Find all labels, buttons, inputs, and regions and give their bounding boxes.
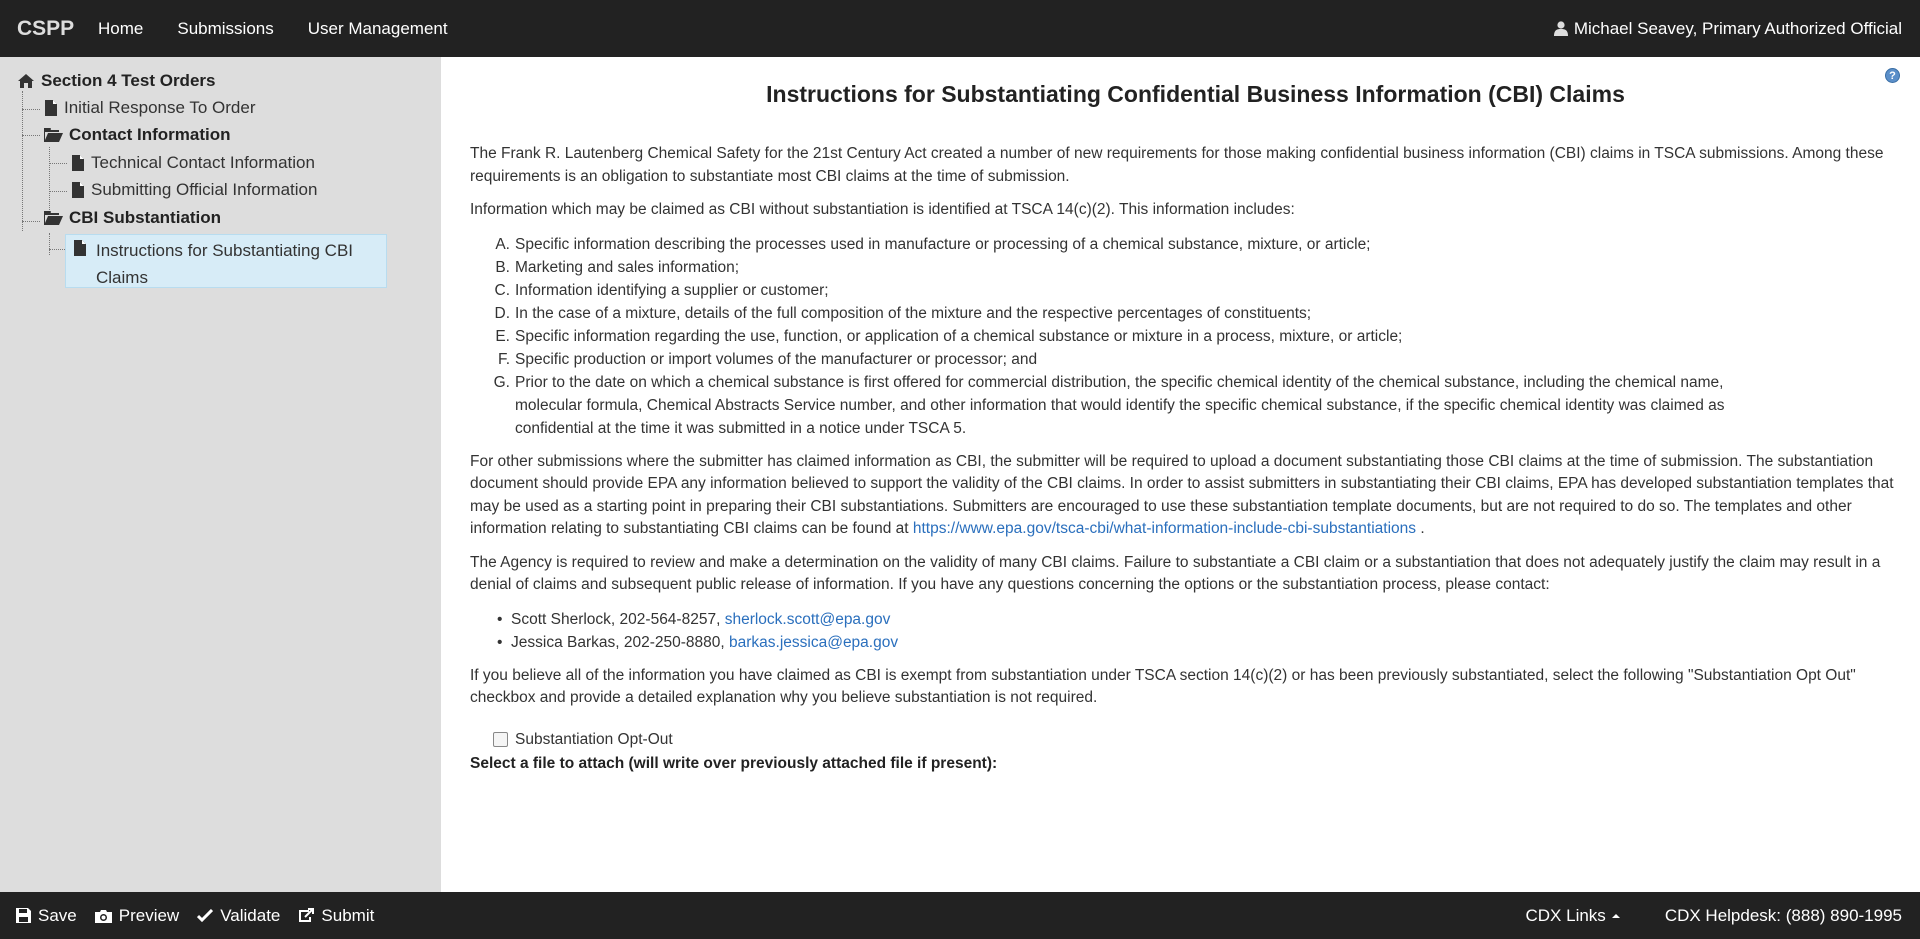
tree-label-cbi-substantiation: CBI Substantiation [69,208,222,227]
tree-line [49,147,50,214]
checkmark-icon [197,909,213,922]
camera-icon [95,909,112,923]
instructions-body [470,143,1918,775]
substantiation-end: . [1420,520,1425,537]
list-letter: F. [497,350,510,368]
contacts-list [470,608,1918,654]
file-icon [44,100,58,116]
contact-email-link[interactable]: barkas.jessica@epa.gov [729,633,899,651]
tree-label-technical-contact: Technical Contact Information [91,153,315,172]
contact-email-link[interactable]: sherlock.scott@epa.gov [724,610,891,628]
intro-paragraph: The Frank R. Lautenberg Chemical Safety for the 21st Century Act created a number of new requirements for those making confidential business information (CBI) claims in TSCA submissions. Among these requirements is an obligation to substantiate most CBI claims at the time of submission. [470,145,1884,185]
submit-label: Submit [321,905,375,925]
list-text: Information identifying a supplier or customer; [515,281,829,299]
app-brand[interactable]: CSPP [17,16,75,40]
tree-line [22,135,40,136]
list-text: Prior to the date on which a chemical substance is first offered for commercial distribution, the specific chemical identity of the chemical substance, including the chemical name, molecular formula, Chemical Abstracts Service number, and other information that would identify the specific chemical substance, if the specific chemical identity was claimed as confidential at the time it was submitted in a notice under TSCA 5. [515,373,1725,437]
preview-label: Preview [118,905,180,925]
tree-label-section4: Section 4 Test Orders [41,71,216,90]
list-item [470,348,1918,371]
tree-label-initial-response: Initial Response To Order [64,98,256,117]
nav-submissions[interactable]: Submissions [177,18,274,38]
exempt-info-paragraph: Information which may be claimed as CBI without substantiation is identified at TSCA 14(c)(2). This information includes: [470,201,1295,218]
tree-label-contact-information: Contact Information [69,125,231,144]
tree-item-section4[interactable] [17,71,215,91]
list-item [470,371,1918,440]
exempt-info-list [470,233,1918,440]
opt-out-row [493,730,1918,750]
list-letter: G. [493,373,510,391]
tree-label-submitting-official: Submitting Official Information [91,180,318,199]
user-name: Michael Seavey, Primary Authorized Official [1573,18,1902,38]
list-text: In the case of a mixture, details of the full composition of the mixture and the respective percentages of constituents; [515,304,1312,322]
list-text: Specific information describing the processes used in manufacture or processing of a chemical substance, mixture, or article; [515,235,1371,253]
user-menu[interactable] [1554,19,1902,39]
tree-line [49,233,50,255]
list-text: Specific production or import volumes of the manufacturer or processor; and [515,350,1038,368]
opt-out-paragraph: If you believe all of the information you have claimed as CBI is exempt from substantiation under TSCA section 14(c)(2) or has been previously substantiated, select the following "Substantiation Opt Out" checkbox and provide a detailed explanation why you believe substantiation is not required. [470,666,1856,706]
nav-home[interactable]: Home [98,18,144,38]
list-letter: A. [495,235,510,253]
tree-item-initial-response[interactable] [44,98,256,118]
tree-label-instructions-line2: Claims [96,268,148,287]
list-item [470,233,1918,256]
file-icon [71,182,85,198]
nav-user-management[interactable]: User Management [307,18,448,38]
agency-review-paragraph: The Agency is required to review and make a determination on the validity of many CBI claims. Failure to substantiate a CBI claim or a substantiation that does not adequately justify the claim may result in a denial of claims and subsequent public release of information. If you have any questions concerning the options or the substantiation process, please contact: [470,553,1881,593]
tree-line [49,163,67,164]
user-icon [1554,21,1568,36]
folder-open-icon [44,128,63,142]
tree-item-contact-information[interactable] [44,125,231,145]
bullet-icon: • [497,610,503,628]
list-letter: E. [495,327,510,345]
list-letter: B. [495,258,510,276]
main-content [441,57,1920,892]
attach-file-label: Select a file to attach (will write over previously attached file if present): [470,754,998,772]
substantiation-paragraph [470,451,1918,541]
opt-out-checkbox[interactable] [493,732,508,747]
folder-open-icon [44,211,63,225]
cdx-helpdesk: CDX Helpdesk: (888) 890-1995 [1664,905,1902,925]
list-item [470,256,1918,279]
list-item [470,325,1918,348]
footer-right [1526,906,1920,926]
contact-name: Jessica Barkas, 202-250-8880, [511,633,725,651]
tree-label-instructions [96,237,376,291]
tree-line [22,221,40,222]
tree-line [22,91,23,231]
tree-line [49,191,67,192]
validate-label: Validate [220,905,281,925]
preview-button[interactable] [95,906,179,926]
save-label: Save [38,905,77,925]
file-icon [71,155,85,171]
file-icon [73,240,87,256]
save-button[interactable] [16,906,77,926]
contact-item [470,631,1918,654]
list-item [470,302,1918,325]
page-title: Instructions for Substantiating Confidential Business Information (CBI) Claims [766,81,1625,107]
opt-out-label: Substantiation Opt-Out [515,730,673,748]
list-letter: D. [494,304,510,322]
caret-up-icon [1612,914,1620,918]
contact-item [470,608,1918,631]
list-text: Specific information regarding the use, function, or application of a chemical substance or mixture in a process, mixture, or article; [515,327,1403,345]
tree-item-technical-contact[interactable] [71,153,315,173]
help-icon[interactable]: ? [1885,68,1900,83]
home-icon [17,73,35,89]
epa-cbi-link[interactable]: https://www.epa.gov/tsca-cbi/what-information-include-cbi-substantiations [912,520,1416,537]
save-icon [16,908,31,923]
tree-line [22,109,40,110]
list-letter: C. [494,281,510,299]
bullet-icon: • [497,633,503,651]
cdx-links-label: CDX Links [1525,905,1606,925]
tree-item-cbi-substantiation[interactable] [44,208,221,228]
bottom-toolbar [0,892,1920,939]
tree-item-submitting-official[interactable] [71,180,317,200]
cdx-links-dropdown[interactable] [1526,906,1620,926]
validate-button[interactable] [197,906,280,926]
tree-label-instructions-line1: Instructions for Substantiating CBI [96,241,354,260]
top-navbar [0,0,1920,57]
list-text: Marketing and sales information; [515,258,740,276]
share-icon [298,908,314,923]
substantiation-text: For other submissions where the submitter has claimed information as CBI, the submitter will be required to upload a document substantiating those CBI claims at the time of submission. The substantiation document should provide EPA any information believed to support the validity of the CBI claims. In order to assist submitters in substantiating their CBI claims, EPA has developed substantiation templates that may be used as a starting point in preparing their CBI substantiations. Submitters are encouraged to use these substantiation template documents, but are not required to do so. The templates and other information relating to substantiating CBI claims can be found at [470,452,1894,537]
list-item [470,279,1918,302]
contact-name: Scott Sherlock, 202-564-8257, [511,610,721,628]
submit-button[interactable] [298,906,374,926]
